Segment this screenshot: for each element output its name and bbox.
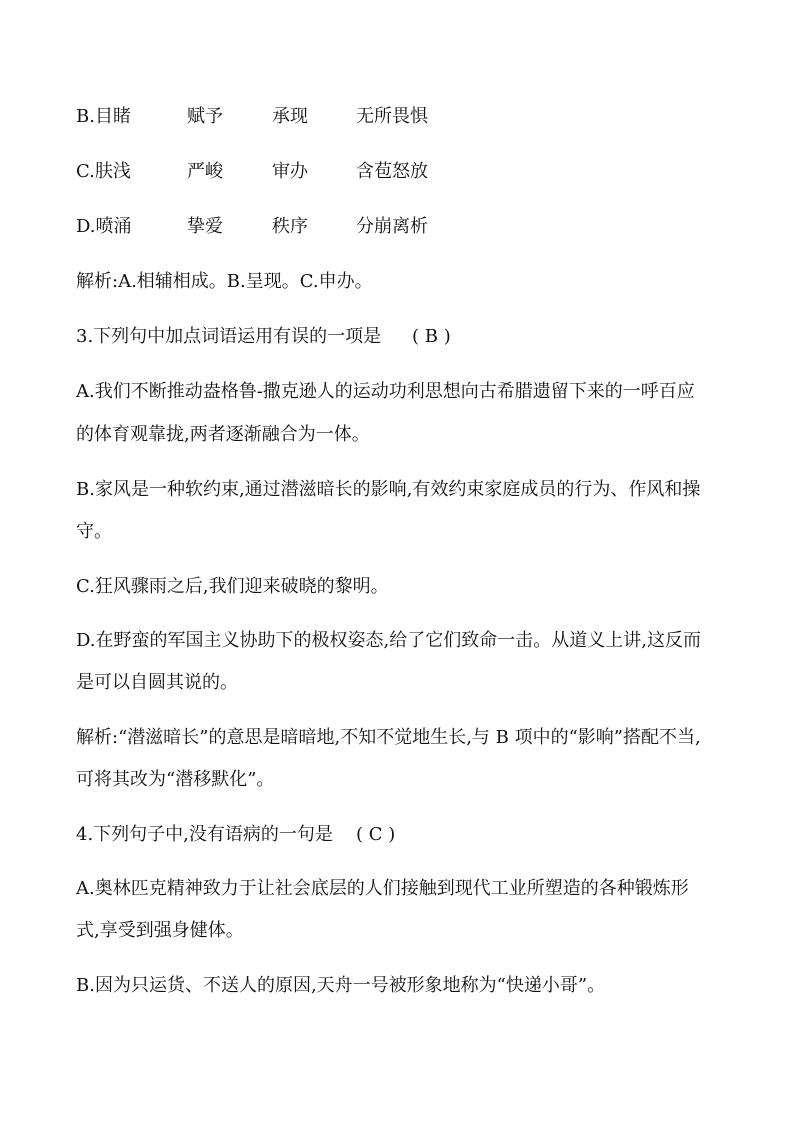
question-stem: 3.下列句中加点词语运用有误的一项是 — [76, 326, 382, 347]
option-word: 承现 — [272, 106, 308, 127]
option-word: 审办 — [272, 161, 308, 182]
q3-option-a-line2: 的体育观靠拢,两者逐渐融合为一体。 — [76, 424, 370, 445]
analysis-q2: 解析:A.相辅相成。B.呈现。C.申办。 — [76, 271, 373, 292]
q3-analysis-line1: 解析:“潜滋暗长”的意思是暗暗地,不知不觉地生长,与 B 项中的“影响”搭配不当, — [76, 727, 701, 748]
q3-option-b-line1: B.家风是一种软约束,通过潜滋暗长的影响,有效约束家庭成员的行为、作风和操 — [76, 479, 701, 500]
q3-option-b-line2: 守。 — [76, 521, 112, 542]
q3-option-d-line1: D.在野蛮的军国主义协助下的极权姿态,给了它们致命一击。从道义上讲,这反而 — [76, 630, 701, 651]
q4-option-a-line2: 式,享受到强身健体。 — [76, 920, 244, 941]
option-label: B.目睹 — [76, 106, 131, 127]
q3-option-d-line2: 是可以自圆其说的。 — [76, 672, 238, 693]
option-word: 秩序 — [272, 216, 308, 237]
q3-analysis-line2: 可将其改为“潜移默化”。 — [76, 769, 275, 790]
option-word: 无所畏惧 — [356, 106, 428, 127]
q4-option-a-line1: A.奥林匹克精神致力于让社会底层的人们接触到现代工业所塑造的各种锻炼形 — [76, 878, 689, 899]
option-word: 挚爱 — [187, 216, 223, 237]
q4-option-b-line1: B.因为只运货、不送人的原因,天舟一号被形象地称为“快递小哥”。 — [76, 975, 606, 996]
option-word: 严峻 — [187, 161, 223, 182]
option-word: 赋予 — [187, 106, 223, 127]
q3-option-c-line1: C.狂风骤雨之后,我们迎来破晓的黎明。 — [76, 576, 389, 597]
q3-option-a-line1: A.我们不断推动盎格鲁-撒克逊人的运动功利思想向古希腊遗留下来的一呼百应 — [76, 381, 695, 402]
option-word: 含苞怒放 — [356, 161, 428, 182]
option-label: D.喷涌 — [76, 216, 132, 237]
option-word: 分崩离析 — [356, 216, 428, 237]
question-stem: 4.下列句子中,没有语病的一句是 — [76, 824, 333, 845]
option-label: C.肤浅 — [76, 161, 131, 182]
answer-bracket: ( C ) — [356, 824, 396, 845]
answer-bracket: ( B ) — [412, 326, 451, 347]
